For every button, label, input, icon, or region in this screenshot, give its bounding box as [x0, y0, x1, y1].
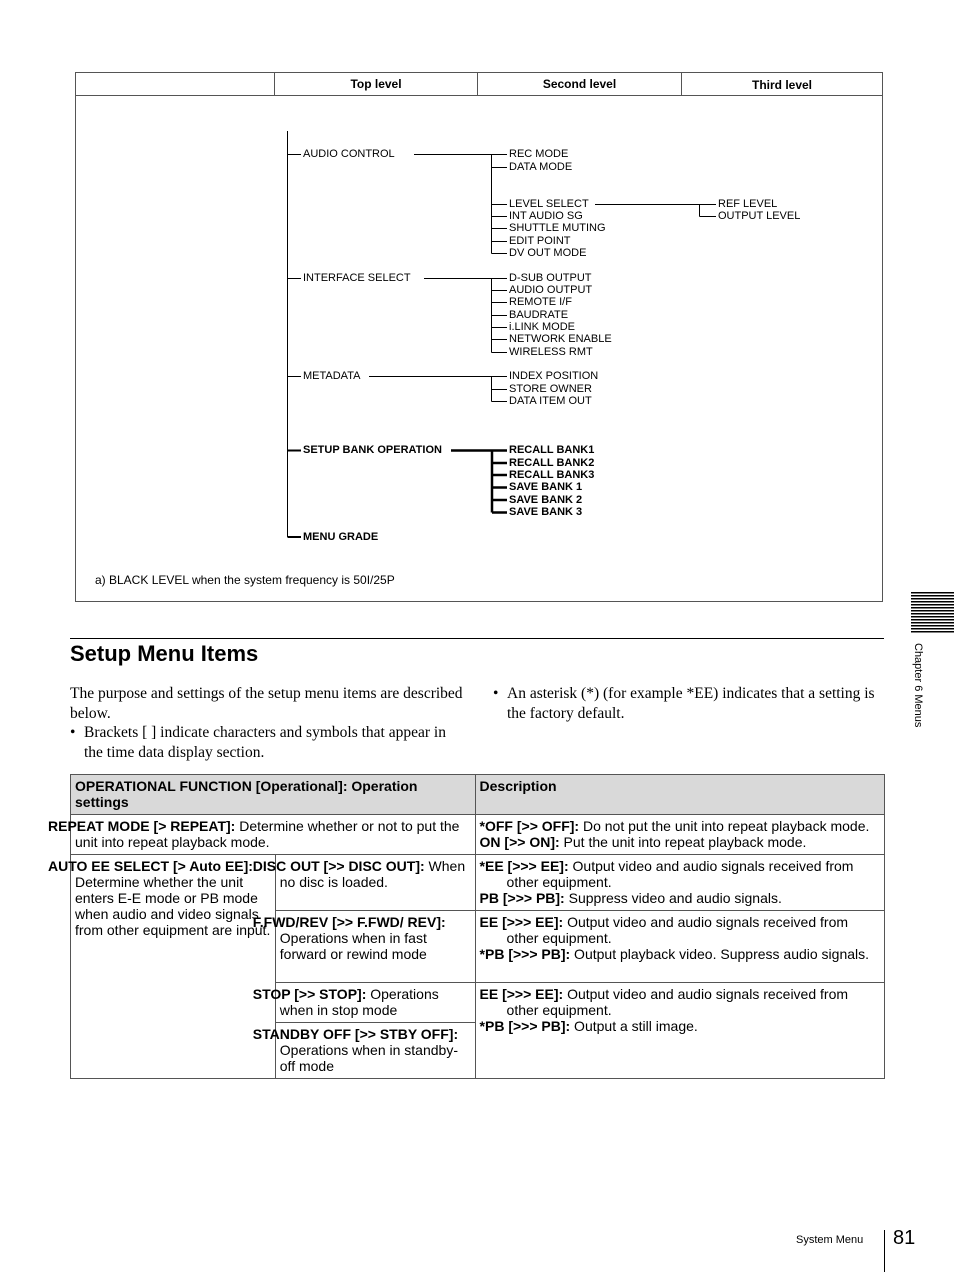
header-second-level: Second level [477, 72, 681, 95]
second-item: INDEX POSITION [509, 370, 599, 382]
repeat-mode-cell [48, 815, 476, 855]
header-description: Description [475, 775, 884, 815]
top-item-menu-grade: MENU GRADE [303, 531, 379, 543]
standby-off-cell [252, 1023, 475, 1079]
bullet-asterisk: • An asterisk (*) (for example *EE) indicates that a setting is the factory default. [493, 684, 885, 723]
disc-out-description [475, 855, 884, 911]
option-label: EE [>>> EE]: [479, 986, 564, 1002]
top-item-interface-select: INTERFACE SELECT [303, 272, 411, 284]
header-third-level: Third level [681, 72, 882, 95]
second-item: LEVEL SELECT [509, 198, 589, 210]
notes-column [493, 684, 885, 723]
second-item: SAVE BANK 1 [509, 481, 583, 493]
option-text: Output video and audio signals received from other equipment. [506, 986, 849, 1018]
second-item: RECALL BANK3 [509, 469, 595, 481]
second-item: STORE OWNER [509, 383, 592, 395]
second-item: BAUDRATE [509, 309, 569, 321]
auto-ee-name: AUTO EE SELECT [> Auto EE]: [48, 858, 253, 874]
repeat-mode-desc: Determine whether or not to put the unit into repeat playback mode. [75, 818, 460, 850]
header-top-level: Top level [274, 72, 477, 95]
table-row-disc-out [71, 855, 885, 911]
stop-standby-description [475, 983, 884, 1079]
disc-out-name: DISC OUT [>> DISC OUT]: [252, 858, 425, 874]
footer-rule [884, 1230, 885, 1272]
table-header-row [71, 775, 885, 815]
option-text: Output video and audio signals received from other equipment. [506, 858, 854, 890]
second-item: SHUTTLE MUTING [509, 222, 606, 234]
setup-settings-table [48, 774, 885, 1079]
bullet-brackets: • Brackets [ ] indicate characters and symbols that appear in the time data display section. [70, 723, 465, 762]
repeat-mode-description [475, 815, 884, 855]
intro-column [70, 684, 465, 762]
third-item: REF LEVEL [718, 198, 778, 210]
option-label: *PB [>>> PB]: [479, 946, 571, 962]
second-item: INT AUDIO SG [509, 210, 583, 222]
second-item: i.LINK MODE [509, 321, 576, 333]
ffwd-rev-description [475, 911, 884, 983]
second-item: EDIT POINT [509, 235, 571, 247]
intro-paragraph: The purpose and settings of the setup menu items are described below. [70, 685, 463, 722]
repeat-opt1-label: *OFF [>> OFF]: [479, 818, 580, 834]
second-item: DV OUT MODE [509, 247, 587, 259]
stop-cell [252, 983, 475, 1023]
second-item: RECALL BANK2 [509, 457, 595, 469]
header-operational-function: OPERATIONAL FUNCTION [Operational]: Operation settings [71, 775, 476, 815]
second-item: D-SUB OUTPUT [509, 272, 592, 284]
repeat-mode-name: REPEAT MODE [> REPEAT]: [48, 818, 236, 834]
page-number: 81 [893, 1227, 916, 1249]
top-item-metadata: METADATA [303, 370, 361, 382]
repeat-opt1-text: Do not put the unit into repeat playback mode. [579, 818, 870, 834]
second-item: WIRELESS RMT [509, 346, 593, 358]
ffwd-rev-cell [252, 911, 475, 983]
second-item: REMOTE I/F [509, 296, 572, 308]
standby-off-name: STANDBY OFF [>> STBY OFF]: [252, 1026, 459, 1042]
top-item-audio-control: AUDIO CONTROL [303, 148, 395, 160]
second-item: AUDIO OUTPUT [509, 284, 593, 296]
option-text: Output playback video. Suppress audio signals. [570, 946, 870, 962]
option-label: *EE [>>> EE]: [479, 858, 569, 874]
second-item: SAVE BANK 2 [509, 494, 583, 506]
second-item: REC MODE [509, 148, 569, 160]
disc-out-desc: When no disc is loaded. [279, 858, 466, 890]
second-item: NETWORK ENABLE [509, 333, 612, 345]
ffwd-rev-desc: Operations when in fast forward or rewind mode [279, 930, 427, 962]
second-item: RECALL BANK1 [509, 444, 595, 456]
option-label: *PB [>>> PB]: [479, 1018, 571, 1034]
tree-footnote: a) BLACK LEVEL when the system frequency is 50I/25P [95, 573, 395, 587]
section-rule [70, 638, 884, 639]
repeat-opt2-label: ON [>> ON]: [479, 834, 560, 850]
ffwd-rev-name: F.FWD/REV [>> F.FWD/ REV]: [252, 914, 446, 930]
chapter-label: Chapter 6 Menus [912, 643, 924, 728]
repeat-opt2-text: Put the unit into repeat playback mode. [559, 834, 807, 850]
disc-out-cell [252, 855, 475, 911]
second-item: DATA MODE [509, 161, 573, 173]
standby-off-desc: Operations when in standby-off mode [279, 1042, 458, 1074]
section-title: Setup Menu Items [70, 641, 259, 666]
third-item: OUTPUT LEVEL [718, 210, 801, 222]
footer-section-label: System Menu [796, 1234, 864, 1246]
auto-ee-desc: Determine whether the unit enters E-E mode or PB mode when audio and video signals from other equipment are input. [75, 874, 271, 938]
stop-name: STOP [>> STOP]: [252, 986, 367, 1002]
option-text: Suppress video and audio signals. [564, 890, 782, 906]
option-label: PB [>>> PB]: [479, 890, 565, 906]
option-text: Output a still image. [570, 1018, 698, 1034]
stop-desc: Operations when in stop mode [279, 986, 439, 1018]
top-item-setup-bank-operation: SETUP BANK OPERATION [303, 444, 442, 456]
option-label: EE [>>> EE]: [479, 914, 564, 930]
table-row-repeat-mode [71, 815, 885, 855]
auto-ee-select-cell [48, 855, 276, 1079]
second-item: SAVE BANK 3 [509, 506, 583, 518]
option-text: Output video and audio signals received from other equipment. [506, 914, 849, 946]
chapter-tab-marker [911, 592, 954, 634]
second-item: DATA ITEM OUT [509, 395, 592, 407]
menu-tree-connectors [0, 0, 954, 620]
